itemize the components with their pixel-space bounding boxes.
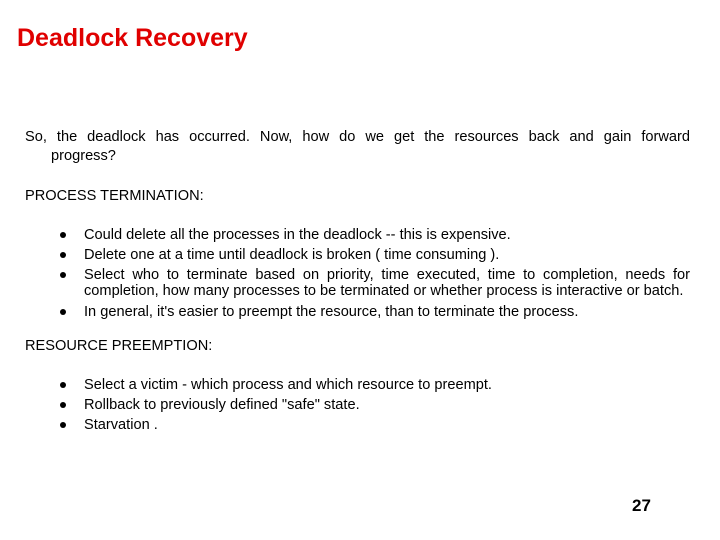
intro-line-1: So, the deadlock has occurred. Now, how do we get the resources back and gain forward [25,129,690,145]
process-termination-heading: PROCESS TERMINATION: [25,188,204,204]
list-item [25,377,690,393]
list-item [25,397,690,413]
resource-preemption-heading: RESOURCE PREEMPTION: [25,338,213,354]
list-item-text: Select who to terminate based on priority, time executed, time to completion, needs for completion, how many processes to be terminated or whether process is interactive or batch. [84,267,690,299]
list-item-text: Select a victim - which process and which resource to preempt. [84,377,492,393]
list-item [25,227,690,243]
page-number: 27 [632,496,651,515]
list-item-text: In general, it's easier to preempt the resource, than to terminate the process. [84,304,579,320]
intro-line-2: progress? [51,148,116,164]
list-item-text: Starvation . [84,417,158,433]
slide-title: Deadlock Recovery [17,24,248,52]
list-item [25,304,690,320]
bullet-icon [60,422,66,428]
bullet-icon [60,309,66,315]
bullet-icon [60,232,66,238]
resource-preemption-list [25,377,690,433]
list-item-text: Rollback to previously defined "safe" state. [84,397,360,413]
list-item [25,417,690,433]
list-item-text: Could delete all the processes in the deadlock -- this is expensive. [84,227,511,243]
list-item-text: Delete one at a time until deadlock is broken ( time consuming ). [84,247,500,263]
list-item [25,247,690,263]
slide-body [25,128,690,437]
process-termination-list [25,227,690,320]
intro-paragraph [25,128,690,166]
bullet-icon [60,252,66,258]
bullet-icon [60,402,66,408]
bullet-icon [60,382,66,388]
list-item [25,267,690,299]
bullet-icon [60,272,66,278]
